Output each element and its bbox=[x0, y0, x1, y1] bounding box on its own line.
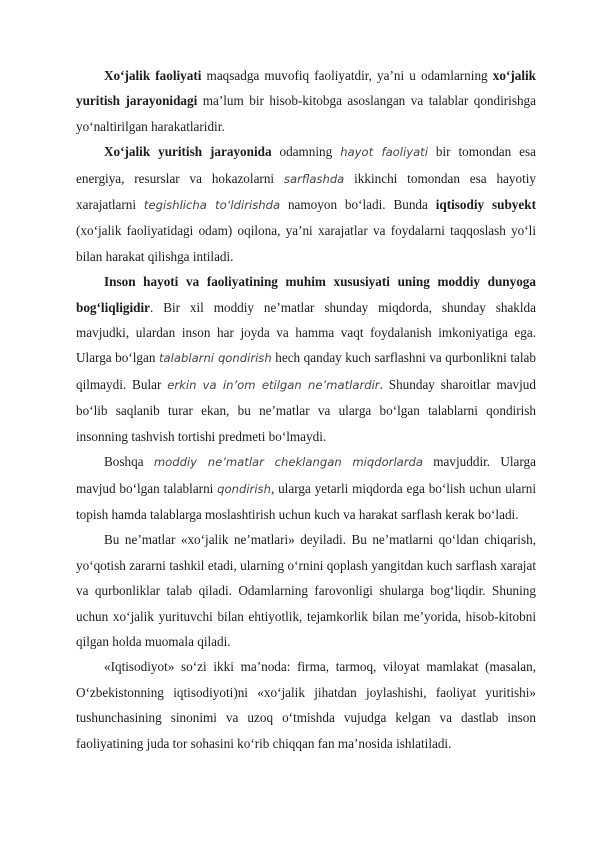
bold-term: Inson hayoti va faoliyatining muhim xususiyati uning moddiy dunyoga bog‘liqligidir bbox=[76, 274, 536, 315]
text-run: hech qanday kuch sarflashni va qurbonlikni talab qilmaydi. Bular bbox=[76, 350, 536, 392]
italic-term: moddiy ne’matlar cheklangan miqdorlarda bbox=[153, 455, 423, 470]
text-run: . Bir xil moddiy ne’matlar shunday miqdorda, shunday shaklda mavjudki, ulardan inson har joyda va hamma vaqt foydalanish imkoniyatiga ega. Ularga bo‘lgan bbox=[76, 299, 536, 366]
italic-term: erkin va in’om etilgan ne’matlardir bbox=[167, 377, 380, 392]
bold-term: Xo‘jalik faoliyati bbox=[104, 68, 202, 83]
text-run: . Shunday sharoitlar mavjud bo‘lib saqlanib turar ekan, bu ne’matlar va ularga bo‘lgan talablarni qondirish insonning tashvish tortishi predmeti bo‘lmaydi. bbox=[76, 376, 536, 444]
text-run: ikkinchi tomondan esa hayotiy xarajatlarni bbox=[76, 170, 536, 213]
paragraph-6 bbox=[76, 654, 536, 756]
italic-term: qondirish bbox=[217, 481, 271, 496]
paragraph-1 bbox=[76, 63, 536, 139]
text-run: namoyon bo‘ladi. Bunda bbox=[280, 197, 436, 213]
paragraph-5 bbox=[76, 527, 536, 654]
text-run: Boshqa bbox=[104, 454, 154, 470]
text-run: mavjuddir. Ularga mavjud bo‘lgan talablarni bbox=[76, 454, 536, 496]
text-run: (xo‘jalik faoliyatidagi odam) oqilona, ya’ni xarajatlar va foydalarni taqqoslash yo‘li bilan harakat qilishga intiladi. bbox=[76, 223, 536, 264]
bold-term: Xo‘jalik yuritish jarayonida bbox=[104, 144, 272, 160]
text-run: «Iqtisodiyot» so‘zi ikki ma’noda: firma, tarmoq, viloyat mamlakat (masalan, O‘zbekistonning iqtisodiyoti)ni «xo‘jalik jihatdan joylashishi, faoliyat yuritishi» tushunchasining sinonimi va uzoq o‘tmishda vujudga kelgan va dastlab inson faoliyatining juda tor sohasini ko‘rib chiqqan fan ma’nosida ishlatiladi. bbox=[76, 659, 536, 751]
italic-term: sarflashda bbox=[283, 171, 345, 186]
text-run: maqsadga muvofiq faoliyatdir, ya’ni u odamlarning bbox=[201, 68, 493, 83]
bold-term: iqtisodiy subyekt bbox=[435, 197, 536, 213]
paragraph-4 bbox=[76, 449, 536, 527]
text-run: ma’lum bir hisob-kitobga asoslangan va talablar qondirishga yo‘naltirilgan harakatlaridir. bbox=[76, 93, 536, 134]
paragraph-3 bbox=[76, 269, 536, 449]
text-run: , ularga yetarli miqdorda ega bo‘lish uchun ularni topish hamda talablarga moslashtirish uchun kuch va harakat sarflash kerak bo‘ladi. bbox=[76, 480, 536, 522]
text-run: odamning bbox=[271, 144, 341, 160]
italic-term: tegishlicha to‘ldirishda bbox=[143, 198, 281, 213]
italic-term: hayot faoliyati bbox=[340, 145, 428, 160]
bold-term: xo‘jalik yuritish jarayonidagi bbox=[76, 68, 536, 109]
text-run: Bu ne’matlar «xo‘jalik ne’matlari» deyiladi. Bu ne’matlarni qo‘ldan chiqarish, yo‘qotish zararni tashkil etadi, ularning o‘rnini qoplash yangitdan kuch sarflash xarajat va qurbonliklar talab qiladi. Odamlarning farovonligi shularga bog‘liqdir. Shuning uchun xo‘jalik yurituvchi bilan ehtiyotlik, tejamkorlik bilan me’yorida, hisob-kitobni qilgan holda muomala qiladi. bbox=[76, 532, 536, 649]
text-run: bir tomondan esa energiya, resurslar va hokazolarni bbox=[76, 144, 537, 186]
italic-term: talablarni qondirish bbox=[159, 351, 272, 366]
paragraph-2 bbox=[76, 139, 536, 269]
